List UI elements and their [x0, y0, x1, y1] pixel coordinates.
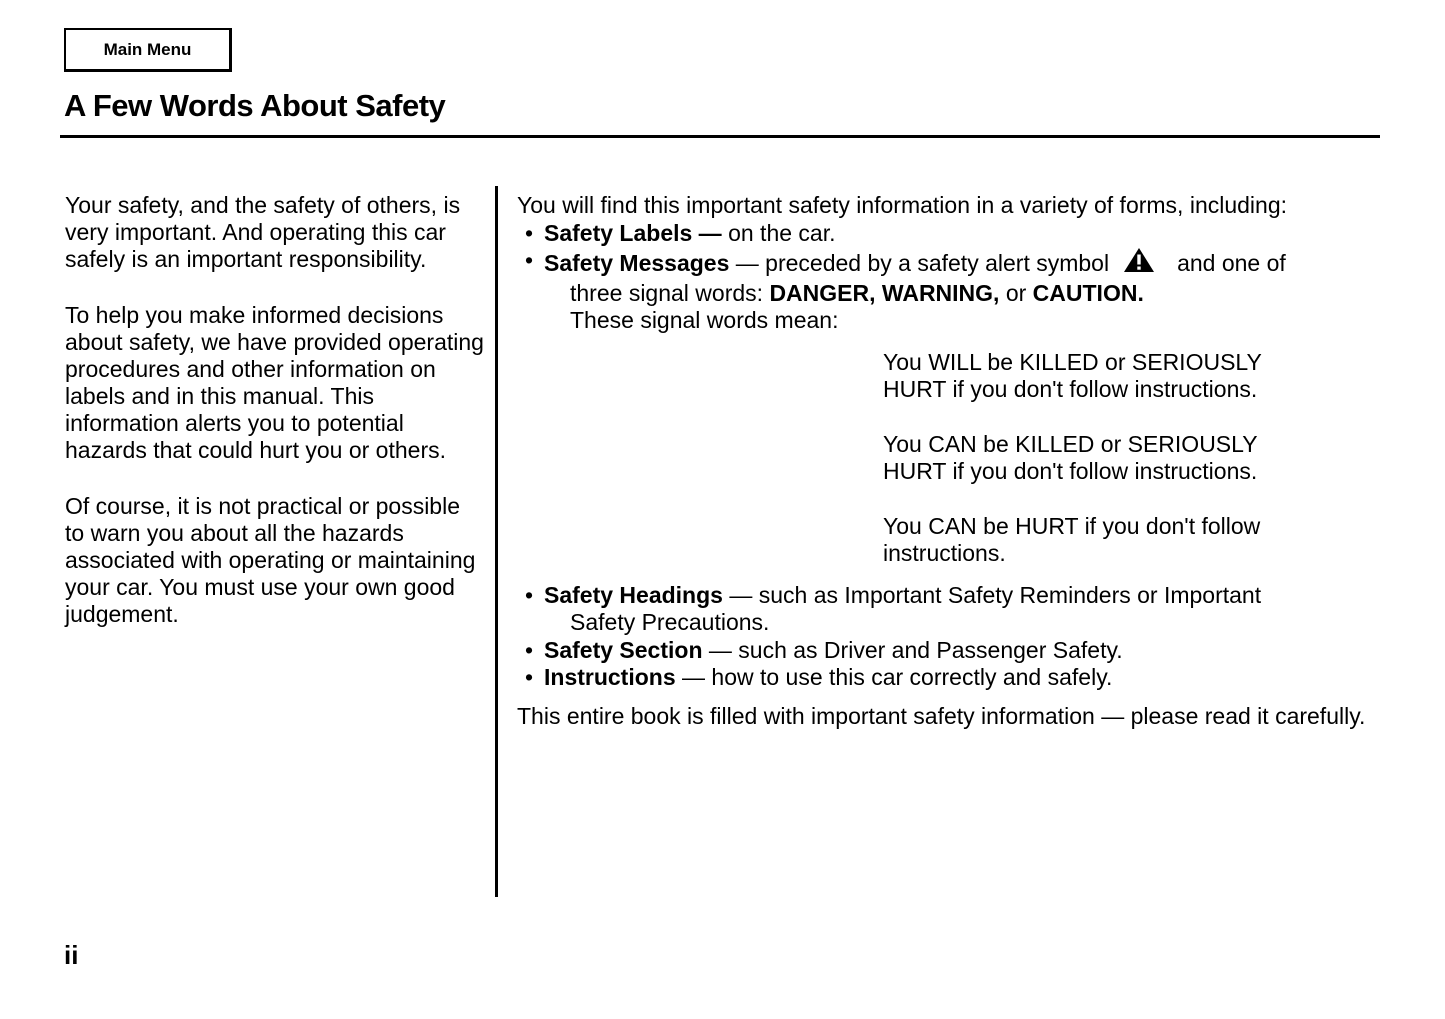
closing-paragraph: This entire book is filled with important safety information — please read it carefully. — [517, 702, 1366, 729]
safety-alert-icon — [1123, 247, 1155, 280]
forms-intro: You will find this important safety information in a variety of forms, including: — [517, 192, 1288, 218]
safety-messages-text-2: and one of — [1177, 250, 1286, 276]
main-menu-button[interactable]: Main Menu — [64, 28, 232, 72]
warning-meaning: You CAN be KILLED or SERIOUSLY HURT if you don't follow instructions. — [883, 430, 1258, 484]
bullet: • — [525, 219, 534, 246]
instructions-term: Instructions — [544, 664, 676, 690]
signal-words-line — [544, 280, 1387, 308]
safety-labels-term: Safety Labels — — [544, 219, 722, 246]
safety-forms-list — [517, 220, 1387, 335]
bullet: • — [525, 636, 534, 663]
signal-words-or: or — [999, 279, 1033, 306]
signal-meaning-intro: These signal words mean: — [570, 307, 839, 333]
safety-messages-term: Safety Messages — [544, 250, 730, 276]
bullet: • — [525, 581, 534, 608]
safety-messages-text: — preceded by a safety alert symbol — [729, 250, 1110, 276]
list-item-safety-section — [517, 637, 1387, 665]
bullet: • — [525, 664, 534, 690]
danger-meaning: You WILL be KILLED or SERIOUSLY HURT if you don't follow instructions. — [883, 348, 1262, 402]
bullet: • — [525, 247, 534, 273]
list-item-safety-headings — [517, 582, 1387, 637]
page-title: A Few Words About Safety — [64, 88, 446, 123]
instructions-text: — how to use this car correctly and safely. — [675, 664, 1113, 690]
safety-headings-term: Safety Headings — [544, 581, 723, 608]
safety-section-text: — such as Driver and Passenger Safety. — [702, 636, 1123, 663]
signal-meanings — [883, 349, 1323, 568]
informed-decisions-paragraph: To help you make informed decisions about safety, we have provided operating procedures and other information on labels and in this manual. This information alerts you to potential hazards that could hurt you or others. — [65, 302, 484, 463]
signal-words-prefix: three signal words: — [570, 279, 770, 306]
list-item-safety-messages — [517, 247, 1387, 335]
list-item-safety-labels — [517, 220, 1387, 248]
left-column — [65, 192, 485, 657]
safety-section-term: Safety Section — [544, 636, 703, 663]
safety-labels-text: on the car. — [721, 219, 836, 246]
caution-meaning: You CAN be HURT if you don't follow instructions. — [883, 512, 1261, 566]
intro-paragraph: Your safety, and the safety of others, is very important. And operating this car safely is an important responsibility. — [65, 192, 461, 272]
judgement-paragraph: Of course, it is not practical or possible to warn you about all the hazards associated with operating or maintaining your car. You must use your own good judgement. — [65, 493, 476, 627]
safety-headings-continued: Safety Precautions. — [570, 609, 770, 635]
title-divider — [60, 135, 1380, 138]
signal-words-caution: CAUTION. — [1032, 279, 1144, 306]
page-number: ii — [64, 940, 79, 970]
list-item-instructions — [517, 664, 1387, 692]
safety-forms-list-continued — [517, 582, 1387, 692]
safety-headings-text: — such as Important Safety Reminders or Important — [722, 581, 1262, 608]
signal-words-danger-warning: DANGER, WARNING, — [769, 279, 1000, 306]
right-column — [517, 192, 1387, 730]
column-divider — [495, 186, 498, 897]
